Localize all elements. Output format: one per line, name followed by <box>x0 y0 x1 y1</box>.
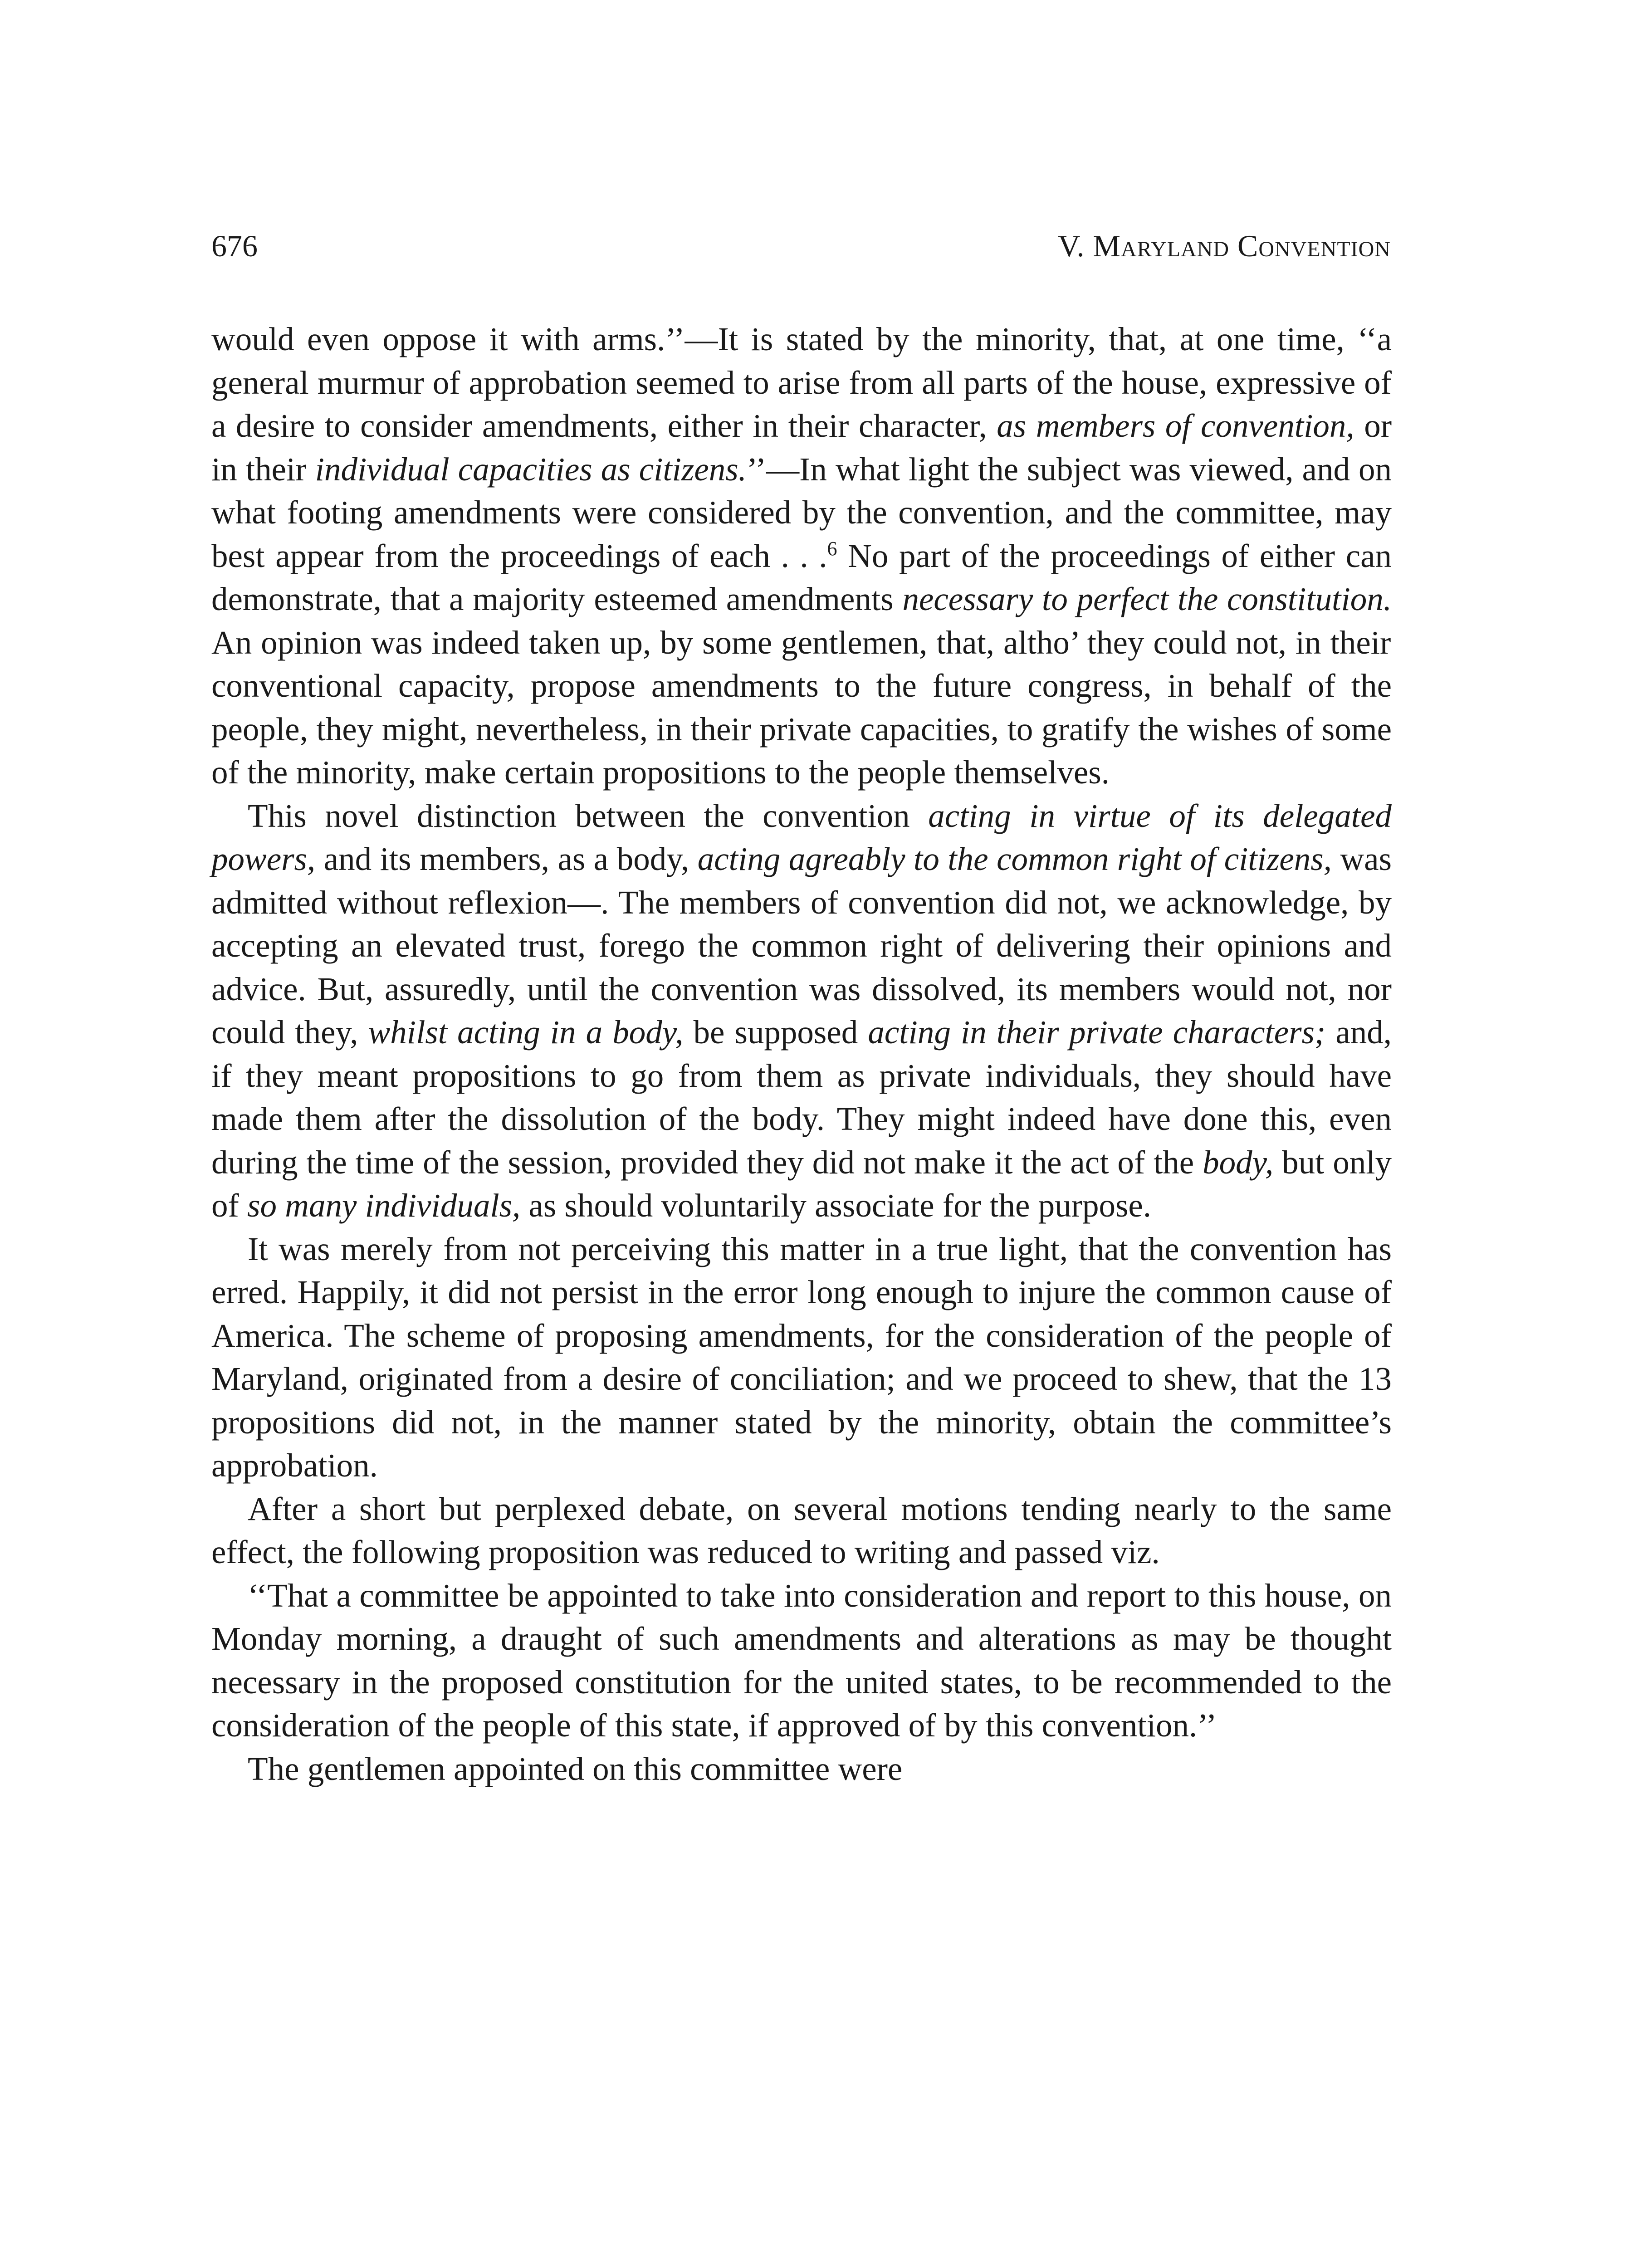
text-run: An opinion was indeed taken up, by some gentlemen, that, altho’ they could not, in their conventional capacity, propose amendments to the future congress, in behalf of the people, they might, nevertheless, in their private capacities, to gratify the wishes of some of the minority, make certain propositions to the people themselves. <box>211 624 1392 791</box>
text-run: and its members, as a body, <box>315 841 698 877</box>
text-run: ’’—In what light the subject was viewed, and on what footing amendments were considered by the convention, and the committee, may best appear from the proceedings of each . . . <box>211 450 1392 574</box>
italic-phrase: acting in their private characters; <box>868 1014 1326 1051</box>
italic-phrase: acting in virtue of its delegated powers, <box>211 797 1392 877</box>
paragraph <box>211 1574 1392 1747</box>
italic-phrase: whilst acting in a body, <box>368 1014 684 1051</box>
italic-phrase: acting agreably to the common right of citizens, <box>697 841 1332 877</box>
italic-phrase: individual capacities as citizens. <box>315 450 747 488</box>
text-run: and, if they meant propositions to go from them as private individuals, they should have made them after the dissolution of the body. They might indeed have done this, even during the time of the session, provided they did not make it the act of the <box>211 1014 1392 1181</box>
text-run: but only of <box>211 1144 1392 1224</box>
footnote-marker: 6 <box>827 537 837 560</box>
text-run: was admitted without reflexion—. The members of convention did not, we acknowledge, by accepting an elevated trust, forego the common right of delivering their opinions and advice. But, assuredly, until the convention was dissolved, its members would not, nor could they, <box>211 841 1392 1051</box>
text-run: or in their <box>211 407 1392 488</box>
text-run: would even oppose it with arms.’’—It is stated by the minority, that, at one time, ‘‘a general murmur of approbation seemed to arise from all parts of the house, expressive of a desire to consider amendments, either in their character, <box>211 321 1392 444</box>
running-head <box>211 228 1391 264</box>
text-run: as should voluntarily associate for the purpose. <box>520 1187 1152 1224</box>
italic-phrase: body, <box>1203 1144 1274 1181</box>
paragraph <box>211 794 1392 1227</box>
italic-phrase: necessary to perfect the constitution. <box>902 581 1392 617</box>
text-run: No part of the proceedings of either can demonstrate, that a majority esteemed amendments <box>211 537 1392 617</box>
text-run: be supposed <box>683 1014 868 1051</box>
text-run: After a short but perplexed debate, on several motions tending nearly to the same effect, the following proposition was reduced to writing and passed viz. <box>211 1490 1392 1570</box>
paragraph <box>211 1487 1392 1574</box>
paragraph <box>211 1747 1392 1791</box>
paragraph <box>211 318 1392 794</box>
text-run: It was merely from not perceiving this matter in a true light, that the convention has erred. Happily, it did not persist in the error long enough to injure the common cause of America. The scheme of proposing amendments, for the consideration of the people of Maryland, originated from a desire of conciliation; and we proceed to shew, that the 13 propositions did not, in the manner stated by the minority, obtain the committee’s approbation. <box>211 1230 1392 1484</box>
text-run: ‘‘That a committee be appointed to take into consideration and report to this house, on Monday morning, a draught of such amendments and alterations as may be thought necessary in the proposed constitution for the united states, to be recommended to the consideration of the people of this state, if approved of by this convention.’’ <box>211 1577 1392 1744</box>
page-number: 676 <box>211 229 258 263</box>
body-text <box>211 318 1392 1790</box>
text-run: The gentlemen appointed on this committee were <box>248 1750 903 1787</box>
paragraph <box>211 1227 1392 1487</box>
text-run: This novel distinction between the convention <box>248 797 929 834</box>
running-title: V. Maryland Convention <box>1058 229 1391 263</box>
italic-phrase: as members of convention, <box>997 407 1354 444</box>
italic-phrase: so many individuals, <box>247 1187 521 1224</box>
